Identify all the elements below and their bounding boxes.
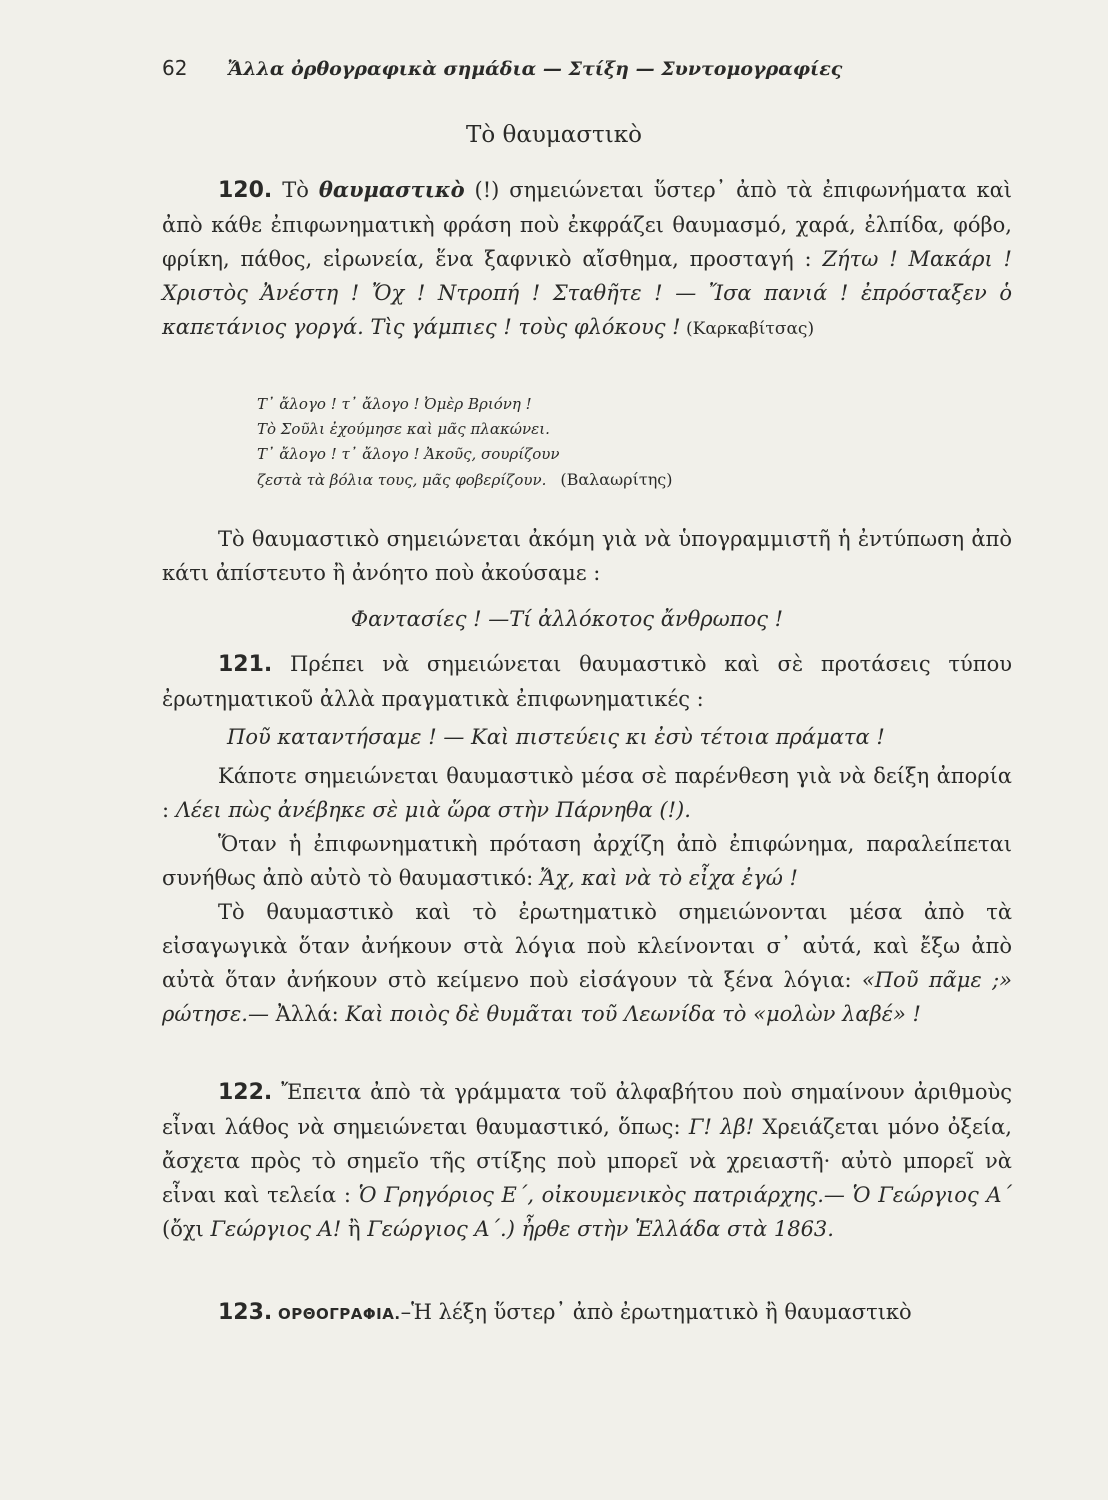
poem-line: Τ᾽ ἄλογο ! τ᾽ ἄλογο ! Ἀκοῦς, σουρίζουν [257, 445, 560, 463]
page-header [162, 56, 1012, 80]
paragraph-121 [162, 647, 1012, 754]
paragraph-text: Ἀλλά: [275, 1002, 346, 1026]
example-line: Φαντασίες ! —Τί ἀλλόκοτος ἄνθρωπος ! [350, 607, 784, 631]
paragraph-122 [162, 1075, 1012, 1246]
examples: Ζήτω ! Μακάρι ! Χριστὸς Ἀνέστη ! Ὄχ ! Ντροπή ! Σταθῆτε ! — Ἴσα πανιά ! ἐπρόσταξεν ὁ καπετάνιος γοργά. Τὶς γάμπιες ! τοὺς φλόκους ! [162, 247, 1012, 339]
paragraph-text: Ὅταν ἡ ἐπιφωνηματικὴ πρόταση ἀρχίζη ἀπὸ ἐπιφώνημα, παραλείπεται συνήθως ἀπὸ αὐτὸ τὸ θαυμαστικό: [162, 832, 1012, 890]
source-attribution: (Καρκαβίτσας) [680, 319, 815, 339]
poem-attribution: (Βαλαωρίτης) [560, 470, 673, 489]
poem-line: Τ᾽ ἄλογο ! τ᾽ ἄλογο ! Ὀμὲρ Βριόνη ! [257, 395, 532, 413]
running-title: Ἄλλα ὀρθογραφικὰ σημάδια — Στίξη — Συντομογραφίες [227, 58, 843, 80]
paragraph-text: Κάποτε σημειώνεται θαυμαστικὸ μέσα σὲ παρένθεση γιὰ νὰ δείξη ἀπορία : [162, 764, 1012, 822]
poem-quote [257, 392, 957, 493]
paragraph-text: –Ἡ λέξη ὕστερ᾽ ἀπὸ ἐρωτηματικὸ ἢ θαυμαστικὸ [400, 1300, 912, 1324]
paragraph-number: 123. [218, 1300, 273, 1325]
example-inline: Καὶ ποιὸς δὲ θυμᾶται τοῦ Λεωνίδα τὸ «μολὼν λαβέ» ! [345, 1002, 921, 1026]
paragraph-text: Πρέπει νὰ σημειώνεται θαυμαστικὸ καὶ σὲ προτάσεις τύπου ἐρωτηματικοῦ ἀλλὰ πραγματικὰ ἐπιφωνηματικές : [162, 652, 1012, 711]
poem-line-text: ζεστὰ τὰ βόλια τους, μᾶς φοβερίζουν. [257, 471, 547, 489]
example-inline: «Ποῦ πᾶμε ;» ρώτησε.— [162, 968, 1012, 1026]
example-inline: Γ! λβ! [688, 1115, 755, 1139]
section-title: Τὸ θαυμαστικὸ [465, 122, 642, 148]
paragraph-number: 120. [218, 178, 273, 203]
paragraph-text: Τὸ θαυμαστικὸ σημειώνεται ἀκόμη γιὰ νὰ ὑπογραμμιστῆ ἡ ἐντύπωση ἀπὸ κάτι ἀπίστευτο ἢ ἀνόητο ποὺ ἀκούσαμε : [162, 527, 1012, 585]
paragraph-text: Ἔπειτα ἀπὸ τὰ γράμματα τοῦ ἀλφαβήτου ποὺ σημαίνουν ἀριθμοὺς εἶναι λάθος νὰ σημειώνεται θαυμαστικό, ὅπως: [162, 1080, 1012, 1139]
paragraph-text: (ὄχι [162, 1217, 211, 1241]
paragraph-number: 122. [218, 1080, 273, 1105]
paragraph-quotes [162, 895, 1012, 1031]
paragraph-aporia [162, 759, 1012, 827]
term-emphasis: θαυμαστικὸ [318, 177, 465, 202]
example-inline: Γεώργιος Α΄.) ἦρθε στὴν Ἑλλάδα στὰ 1863. [367, 1217, 834, 1241]
paragraph-text: Τὸ θαυμαστικὸ καὶ τὸ ἐρωτηματικὸ σημειώνονται μέσα ἀπὸ τὰ εἰσαγωγικὰ ὅταν ἀνήκουν στὰ λόγια ποὺ κλείνονται σ᾽ αὐτά, καὶ ἔξω ἀπὸ αὐτὰ ὅταν ἀνήκουν στὸ κείμενο ποὺ εἰσάγουν τὰ ξένα λόγια: [162, 900, 1012, 992]
paragraph-interjection [162, 827, 1012, 895]
example-inline: Γεώργιος Α! [210, 1217, 342, 1241]
example-inline: Λέει πὼς ἀνέβηκε σὲ μιὰ ὥρα στὴν Πάρνηθα (!). [175, 798, 691, 822]
paragraph-text: Χρειάζεται μόνο ὀξεία, ἄσχετα πρὸς τὸ σημεῖο τῆς στίξης ποὺ μπορεῖ νὰ χρειαστῆ· αὐτὸ μπορεῖ νὰ εἶναι καὶ τελεία : [162, 1115, 1012, 1207]
paragraph-text: (!) σημειώνεται ὕστερ᾽ ἀπὸ τὰ ἐπιφωνήματα καὶ ἀπὸ κάθε ἐπιφωνηματικὴ φράση ποὺ ἐκφράζει θαυμασμό, χαρά, ἐλπίδα, φόβο, φρίκη, πάθος, εἰρωνεία, ἕνα ξαφνικὸ αἴσθημα, προσταγή : [162, 178, 1012, 271]
poem-line [257, 467, 957, 493]
example-inline: Ἄχ, καὶ νὰ τὸ εἶχα ἐγώ ! [539, 866, 798, 890]
poem-line: Τὸ Σοῦλι ἐχούμησε καὶ μᾶς πλακώνει. [257, 420, 550, 438]
paragraph-text: Τὸ [272, 178, 319, 202]
example-line: Ποῦ καταντήσαμε ! — Καὶ πιστεύεις κι ἐσὺ τέτοια πράματα ! [227, 725, 885, 749]
paragraph-text: ἢ [341, 1217, 368, 1241]
paragraph-number: 121. [218, 652, 273, 677]
page-number: 62 [162, 56, 188, 80]
paragraph-surprise [162, 522, 1012, 636]
section-label: ΟΡΘΟΓΡΑΦΙΑ. [272, 1305, 401, 1323]
paragraph-120 [162, 173, 1012, 346]
paragraph-123 [162, 1295, 1012, 1331]
example-inline: Ὁ Γρηγόριος Ε΄, οἰκουμενικὸς πατριάρχης.— Ὁ Γεώργιος Α΄ [358, 1183, 1013, 1207]
